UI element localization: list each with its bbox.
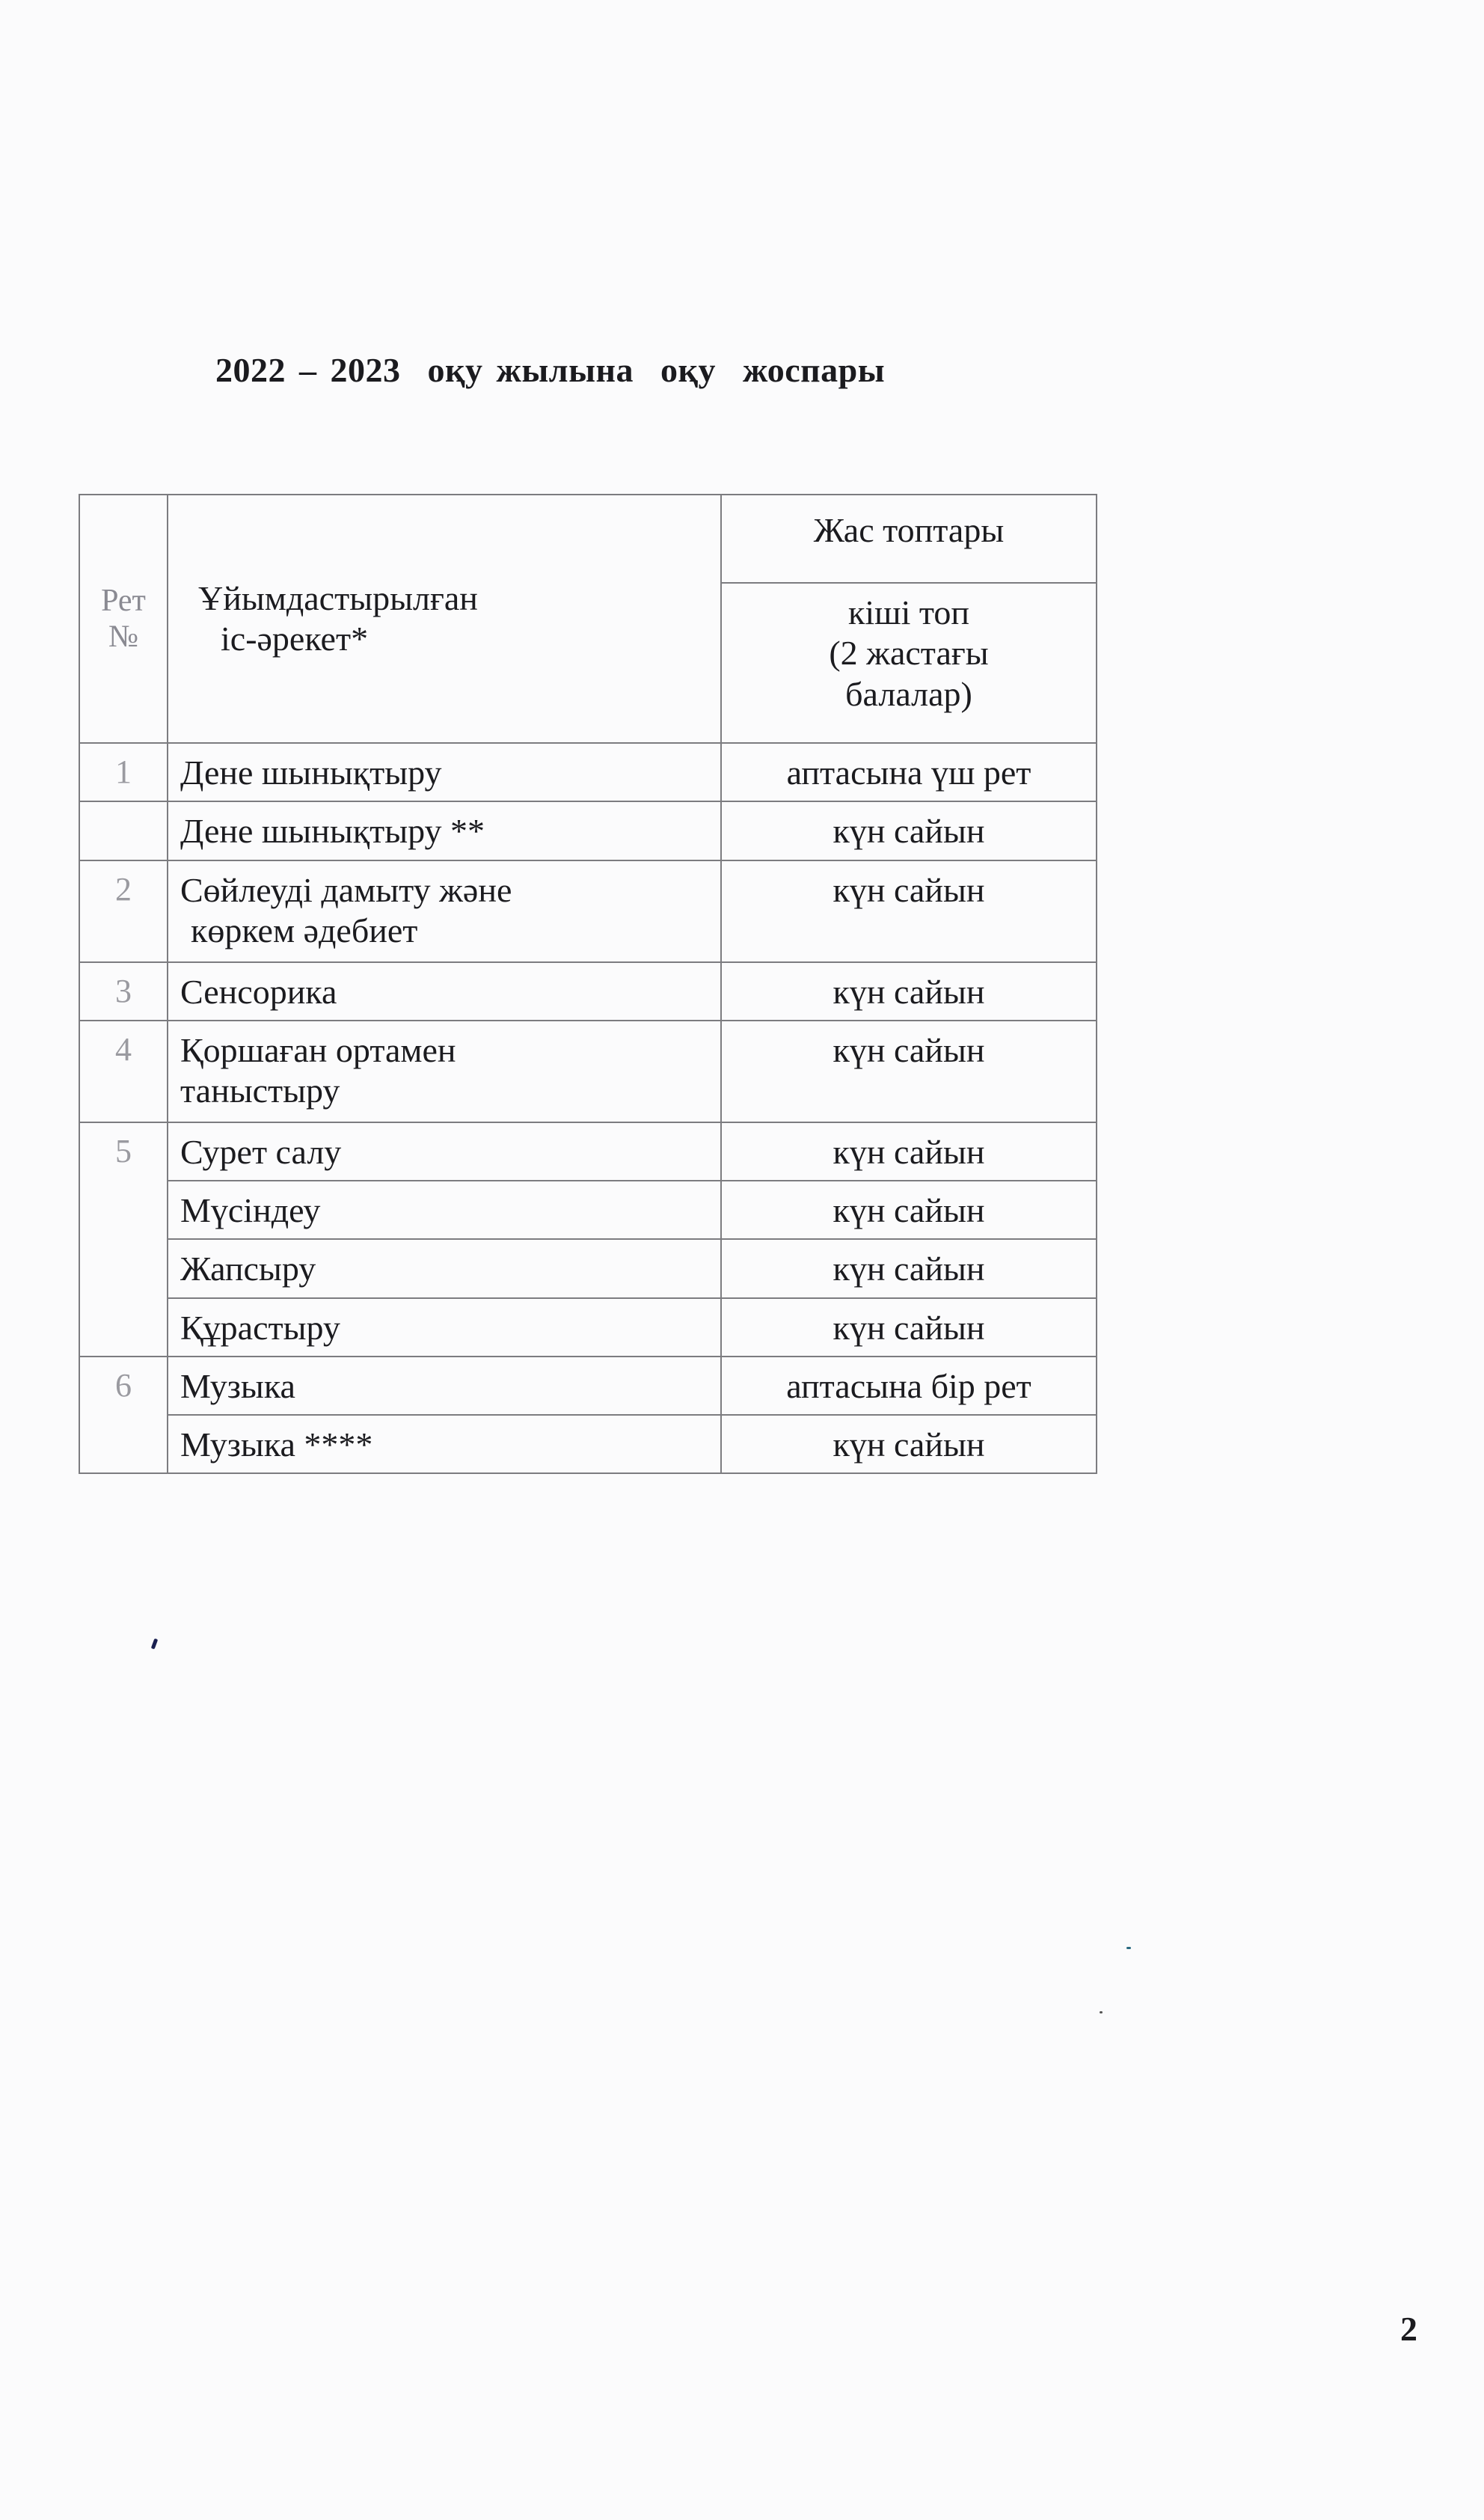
header-group-line3: балалар) xyxy=(845,674,972,713)
row-number: 5 xyxy=(79,1122,168,1357)
row-activity-line1: Қоршаған ортамен xyxy=(180,1030,456,1069)
table-row xyxy=(79,1021,1097,1122)
row-number: 1 xyxy=(79,743,168,801)
table-header-row xyxy=(79,495,1097,583)
row-activity-line1: Сөйлеуді дамыту және xyxy=(180,870,512,909)
row-frequency: күн сайын xyxy=(721,1298,1097,1357)
row-activity-line2: таныстыру xyxy=(180,1071,340,1110)
row-activity xyxy=(168,1021,721,1122)
header-number-label-line2: № xyxy=(108,620,139,654)
header-group-cell xyxy=(721,583,1097,743)
row-number: 6 xyxy=(79,1357,168,1474)
header-number-label-line1: Рет xyxy=(101,583,146,618)
header-age-groups-label: Жас топтары xyxy=(813,511,1005,549)
row-activity: Мүсіндеу xyxy=(168,1181,721,1239)
row-activity: Музыка xyxy=(168,1357,721,1415)
table-row xyxy=(79,1122,1097,1181)
ink-speck xyxy=(151,1639,158,1650)
ink-speck xyxy=(1126,1947,1131,1949)
row-activity: Дене шынықтыру ** xyxy=(168,801,721,860)
row-number: 4 xyxy=(79,1021,168,1122)
table-row xyxy=(79,1239,1097,1297)
row-frequency: аптасына бір рет xyxy=(721,1357,1097,1415)
header-activity-cell xyxy=(168,495,721,743)
row-number: 3 xyxy=(79,962,168,1021)
row-activity: Жапсыру xyxy=(168,1239,721,1297)
row-number xyxy=(79,801,168,860)
table-row xyxy=(79,1181,1097,1239)
table-row xyxy=(79,1357,1097,1415)
table-row xyxy=(79,860,1097,962)
row-activity-line2: көркем әдебиет xyxy=(191,911,418,949)
table-row xyxy=(79,743,1097,801)
row-activity: Сурет салу xyxy=(168,1122,721,1181)
document-title: 2022 – 2023 оқу жылына оқу жоспары xyxy=(215,351,886,389)
header-activity-line1: Ұйымдастырылған xyxy=(198,578,478,617)
curriculum-table xyxy=(79,494,1097,1474)
header-group-line2: (2 жастағы xyxy=(829,634,989,673)
row-frequency: күн сайын xyxy=(721,962,1097,1021)
row-frequency: күн сайын xyxy=(721,1021,1097,1122)
table-row xyxy=(79,1415,1097,1473)
header-age-groups-cell xyxy=(721,495,1097,583)
table-row xyxy=(79,1298,1097,1357)
row-activity: Музыка **** xyxy=(168,1415,721,1473)
row-frequency: күн сайын xyxy=(721,1181,1097,1239)
header-group-line1: кіші топ xyxy=(848,593,969,631)
header-activity-line2: іс-әрекет* xyxy=(221,620,369,658)
row-frequency: күн сайын xyxy=(721,860,1097,962)
row-activity: Сенсорика xyxy=(168,962,721,1021)
table-row xyxy=(79,801,1097,860)
row-activity: Дене шынықтыру xyxy=(168,743,721,801)
row-frequency: күн сайын xyxy=(721,801,1097,860)
page-number: 2 xyxy=(1400,2310,1417,2348)
row-frequency: аптасына үш рет xyxy=(721,743,1097,801)
row-activity: Құрастыру xyxy=(168,1298,721,1357)
ink-speck xyxy=(1100,2011,1103,2013)
header-number-cell xyxy=(79,495,168,743)
table-row xyxy=(79,962,1097,1021)
row-activity xyxy=(168,860,721,962)
row-number: 2 xyxy=(79,860,168,962)
row-frequency: күн сайын xyxy=(721,1122,1097,1181)
row-frequency: күн сайын xyxy=(721,1415,1097,1473)
row-frequency: күн сайын xyxy=(721,1239,1097,1297)
